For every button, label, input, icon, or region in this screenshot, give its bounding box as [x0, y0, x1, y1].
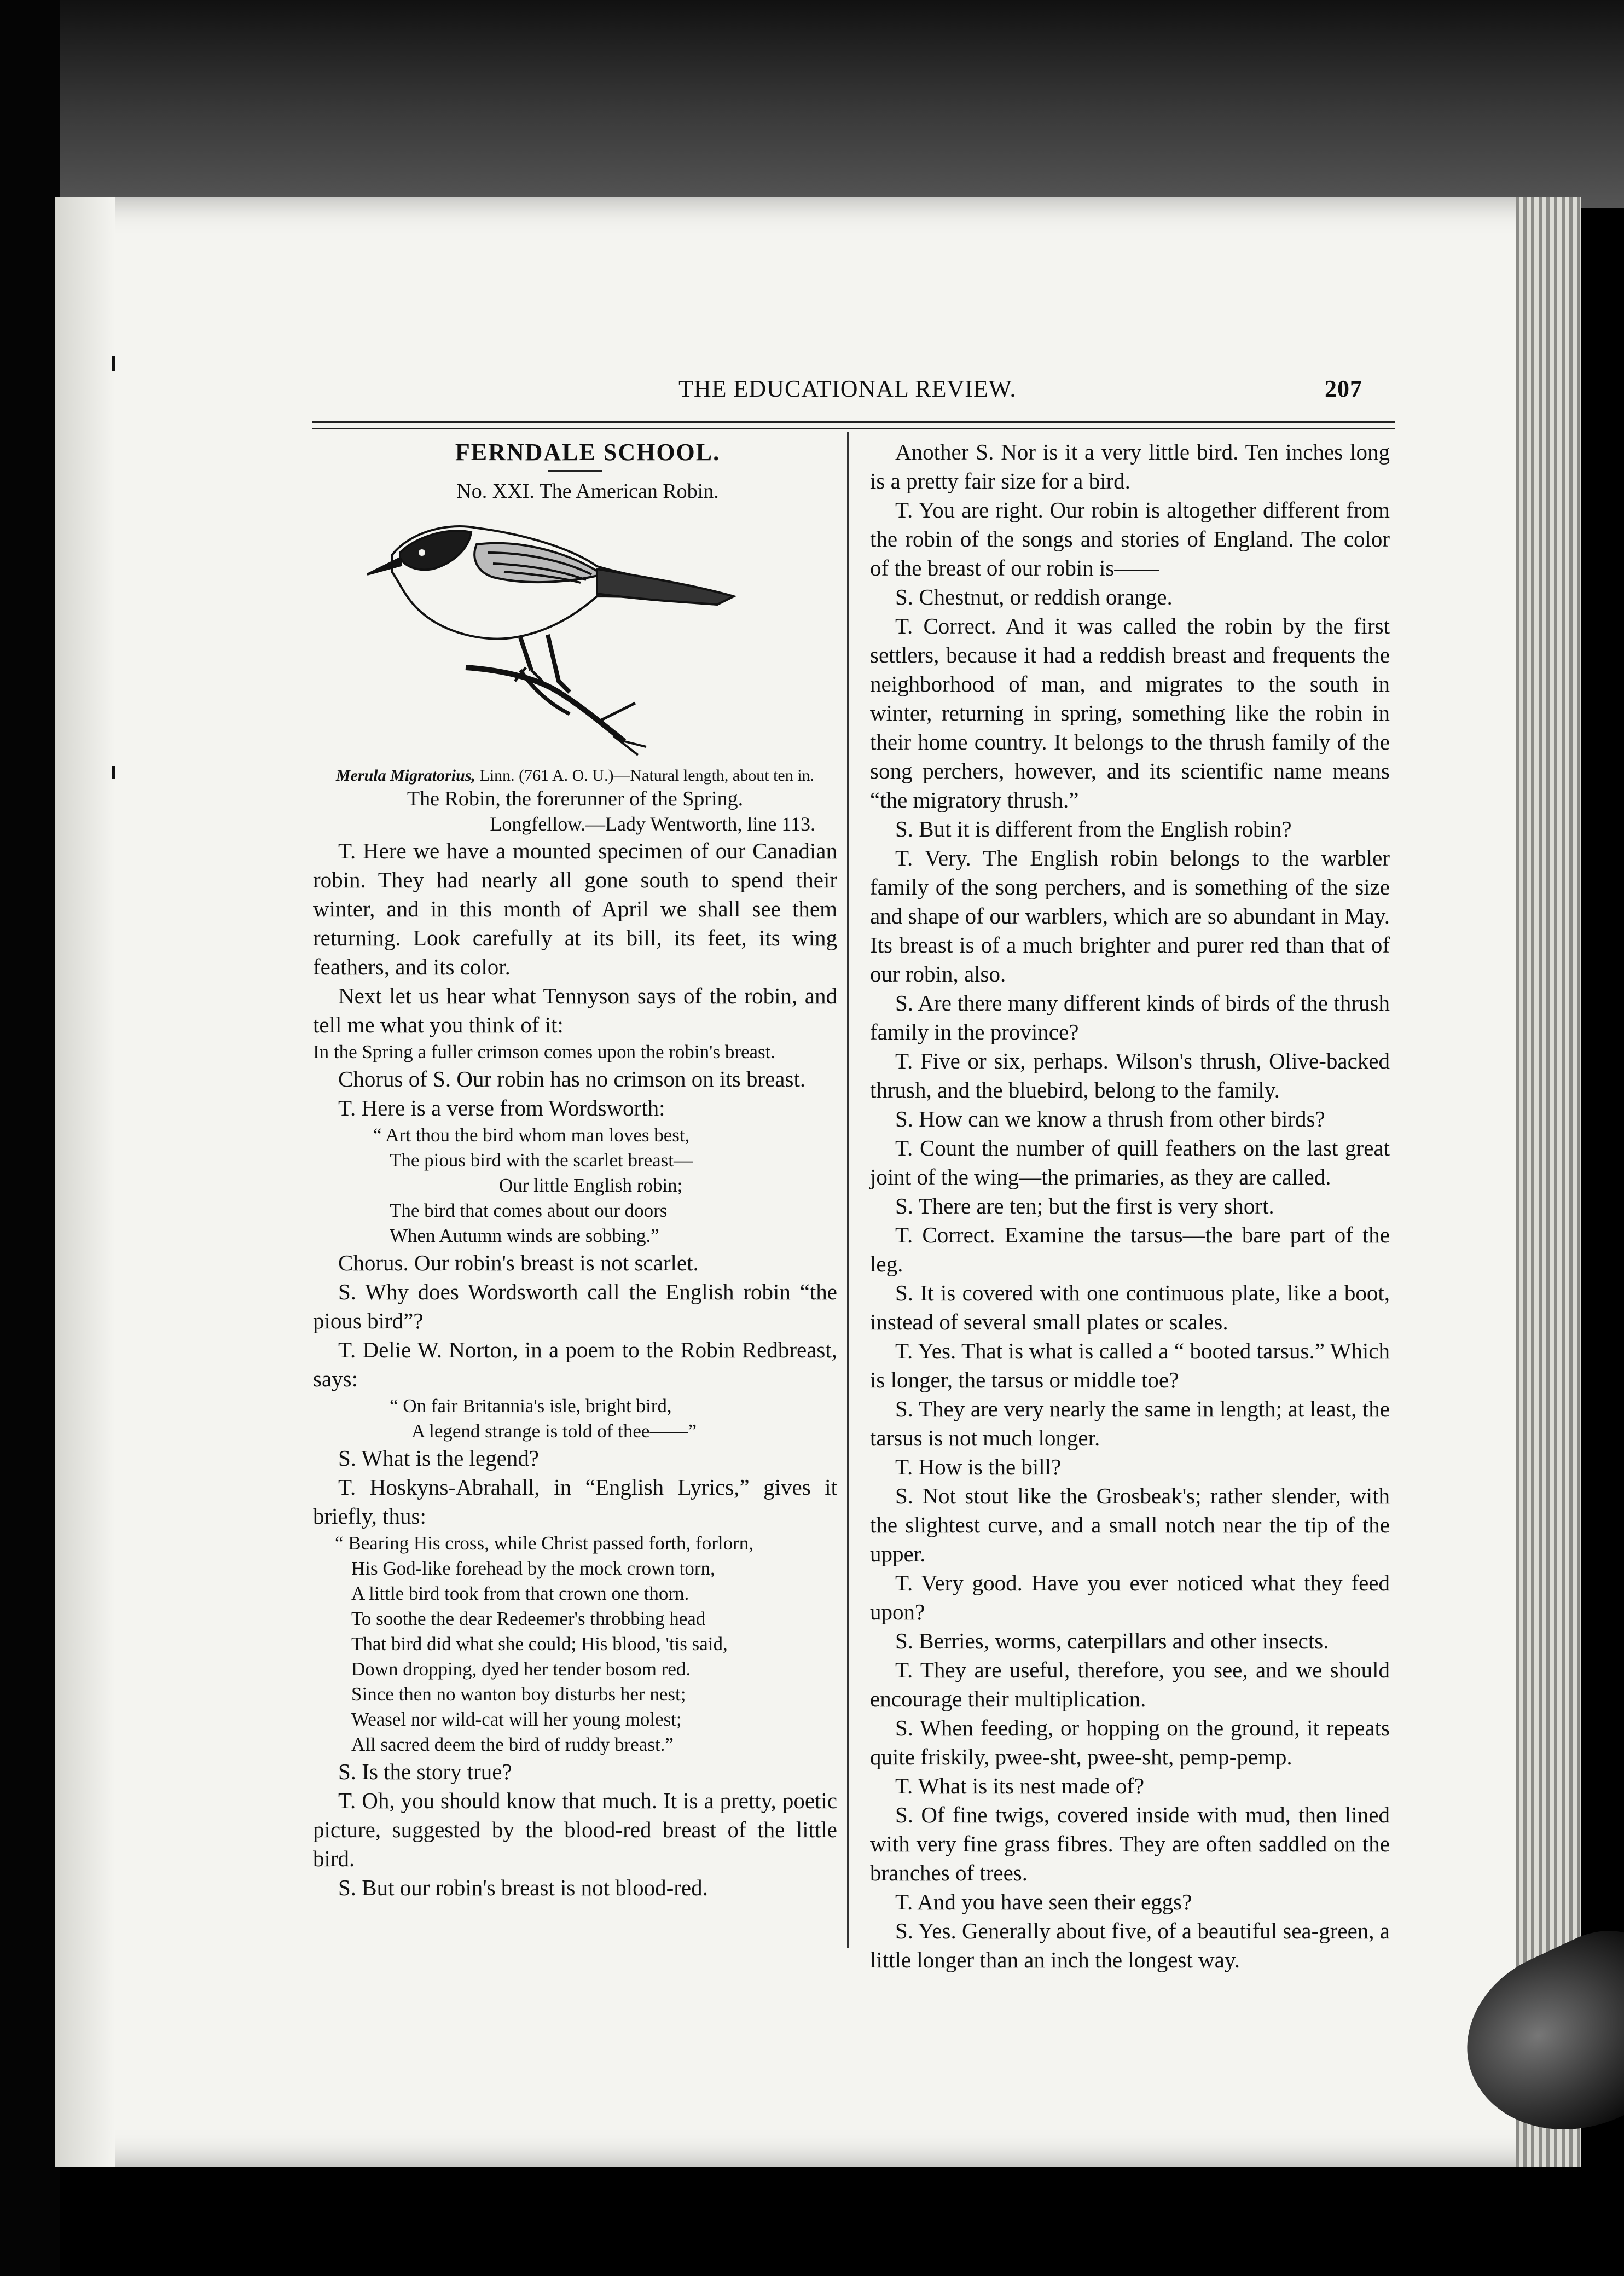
- margin-mark: [112, 766, 115, 779]
- paragraph: S. Chestnut, or reddish orange.: [895, 584, 1173, 609]
- header-rule: [312, 428, 1395, 429]
- scan-background-top: [0, 0, 1624, 208]
- verse-line: To soothe the dear Redeemer's throbbing head: [351, 1608, 706, 1629]
- verse-line: All sacred deem the bird of ruddy breast.”: [351, 1734, 674, 1755]
- paragraph: S. Berries, worms, caterpillars and other insects.: [895, 1628, 1329, 1653]
- paragraph: T. Here we have a mounted specimen of our Canadian robin. They had nearly all gone south to spend their winter, and in this month of April we shall see them returning. Look carefully at its bill, its feet, its wing feathers, and its color.: [313, 838, 837, 979]
- paragraph: T. Very. The English robin belongs to the warbler family of the song perchers, and is something of the size and shape of our warblers, which are so abundant in May. Its breast is of a much brighter and purer red than that of our robin, also.: [870, 845, 1390, 986]
- column-divider: [847, 432, 849, 1948]
- article-subtitle: No. XXI. The American Robin.: [456, 480, 719, 503]
- paragraph: T. And you have seen their eggs?: [895, 1889, 1192, 1914]
- paragraph: Next let us hear what Tennyson says of the robin, and tell me what you think of it:: [313, 983, 837, 1037]
- article-heading: FERNDALE SCHOOL.: [455, 439, 721, 466]
- legend-verse: [313, 1531, 837, 1757]
- paragraph: S. There are ten; but the first is very short.: [895, 1193, 1274, 1218]
- verse-line: “ Bearing His cross, while Christ passed forth, forlorn,: [335, 1532, 753, 1554]
- paragraph: T. Count the number of quill feathers on the last great joint of the wing—the primaries, as they are called.: [870, 1135, 1390, 1189]
- figure-caption: [313, 765, 837, 786]
- margin-mark: [112, 356, 115, 371]
- paragraph: T. Oh, you should know that much. It is a pretty, poetic picture, suggested by the blood-red breast of the little bird.: [313, 1788, 837, 1871]
- paragraph: Chorus of S. Our robin has no crimson on its breast.: [338, 1066, 806, 1091]
- paragraph: T. Five or six, perhaps. Wilson's thrush, Olive-backed thrush, and the bluebird, belong to the family.: [870, 1048, 1390, 1102]
- right-column: [870, 438, 1390, 1975]
- tennyson-quote: In the Spring a fuller crimson comes upon the robin's breast.: [313, 1041, 776, 1062]
- page-number: 207: [1325, 375, 1362, 402]
- paragraph: S. But our robin's breast is not blood-red.: [338, 1875, 708, 1900]
- robin-illustration: [340, 506, 810, 763]
- paragraph: T. You are right. Our robin is altogether different from the robin of the songs and stories of England. The color of the breast of our robin is——: [870, 497, 1390, 580]
- verse-line: Down dropping, dyed her tender bosom red.: [351, 1658, 691, 1680]
- paragraph: S. Yes. Generally about five, of a beautiful sea-green, a little longer than an inch the longest way.: [870, 1918, 1390, 1972]
- paragraph: T. Correct. And it was called the robin by the first settlers, because it had a reddish breast and frequents the neighborhood of man, and migrates to the south in winter, returning in spring, something like the robin in their home country. It belongs to the thrush family of the song perchers, however, and its scientific name means “the migratory thrush.”: [870, 613, 1390, 812]
- page-gutter-shadow: [55, 197, 115, 2167]
- paragraph: T. Correct. Examine the tarsus—the bare part of the leg.: [870, 1222, 1390, 1276]
- verse-line: Weasel nor wild-cat will her young molest;: [351, 1709, 682, 1730]
- paragraph: Another S. Nor is it a very little bird. Ten inches long is a pretty fair size for a bird.: [870, 439, 1390, 493]
- paragraph: S. What is the legend?: [338, 1445, 540, 1471]
- verse-line: That bird did what she could; His blood, 'tis said,: [351, 1633, 728, 1654]
- paragraph: T. Delie W. Norton, in a poem to the Robin Redbreast, says:: [313, 1337, 837, 1391]
- paragraph: S. It is covered with one continuous plate, like a boot, instead of several small plates or scales.: [870, 1280, 1390, 1334]
- header-rule: [312, 421, 1395, 423]
- paragraph: T. Hoskyns-Abrahall, in “English Lyrics,” gives it briefly, thus:: [313, 1474, 837, 1529]
- left-column: [313, 438, 837, 1902]
- paragraph: T. How is the bill?: [895, 1454, 1062, 1479]
- paragraph: T. Here is a verse from Wordsworth:: [338, 1095, 665, 1120]
- paragraph: S. How can we know a thrush from other birds?: [895, 1106, 1325, 1131]
- norton-verse: [313, 1394, 837, 1444]
- verse-line: His God-like forehead by the mock crown torn,: [351, 1558, 715, 1579]
- verse-line: A legend strange is told of thee——”: [411, 1420, 697, 1442]
- verse-line: A little bird took from that crown one thorn.: [351, 1583, 689, 1604]
- paragraph: S. When feeding, or hopping on the ground, it repeats quite friskily, pwee-sht, pwee-sht, pemp-pemp.: [870, 1715, 1390, 1769]
- species-name: Merula Migratorius,: [335, 767, 475, 785]
- journal-title: THE EDUCATIONAL REVIEW.: [678, 375, 1017, 402]
- epigraph: The Robin, the forerunner of the Spring.: [407, 787, 744, 810]
- scan-background-left: [0, 0, 60, 2276]
- paragraph: S. They are very nearly the same in length; at least, the tarsus is not much longer.: [870, 1396, 1390, 1450]
- paragraph: T. They are useful, therefore, you see, and we should encourage their multiplication.: [870, 1657, 1390, 1711]
- verse-line: “ On fair Britannia's isle, bright bird,: [390, 1395, 672, 1416]
- paragraph: S. But it is different from the English robin?: [895, 816, 1292, 841]
- paragraph: T. Yes. That is what is called a “ booted tarsus.” Which is longer, the tarsus or middle toe?: [870, 1338, 1390, 1392]
- verse-line: Our little English robin;: [499, 1175, 683, 1196]
- paragraph: Chorus. Our robin's breast is not scarlet.: [338, 1250, 699, 1275]
- paragraph: S. Is the story true?: [338, 1759, 512, 1784]
- paragraph: T. What is its nest made of?: [895, 1773, 1145, 1798]
- epigraph-attribution: Longfellow.—Lady Wentworth, line 113.: [490, 813, 815, 835]
- wordsworth-verse: [313, 1123, 837, 1249]
- heading-rule: [548, 470, 602, 472]
- paragraph: T. Very good. Have you ever noticed what they feed upon?: [870, 1570, 1390, 1624]
- paragraph: S. Not stout like the Grosbeak's; rather slender, with the slightest curve, and a small notch near the tip of the upper.: [870, 1483, 1390, 1566]
- verse-line: Since then no wanton boy disturbs her nest;: [351, 1683, 686, 1705]
- caption-details: Linn. (761 A. O. U.)—Natural length, about ten in.: [479, 767, 815, 785]
- running-header: [312, 375, 1362, 419]
- page-edge-stack: [1516, 197, 1581, 2167]
- verse-line: The bird that comes about our doors: [390, 1200, 668, 1221]
- paragraph: S. Why does Wordsworth call the English robin “the pious bird”?: [313, 1279, 837, 1333]
- paragraph: S. Of fine twigs, covered inside with mud, then lined with very fine grass fibres. They are often saddled on the branches of trees.: [870, 1802, 1390, 1885]
- verse-line: “ Art thou the bird whom man loves best,: [373, 1124, 690, 1146]
- verse-line: When Autumn winds are sobbing.”: [390, 1225, 659, 1246]
- paragraph: S. Are there many different kinds of birds of the thrush family in the province?: [870, 990, 1390, 1044]
- verse-line: The pious bird with the scarlet breast—: [390, 1149, 693, 1171]
